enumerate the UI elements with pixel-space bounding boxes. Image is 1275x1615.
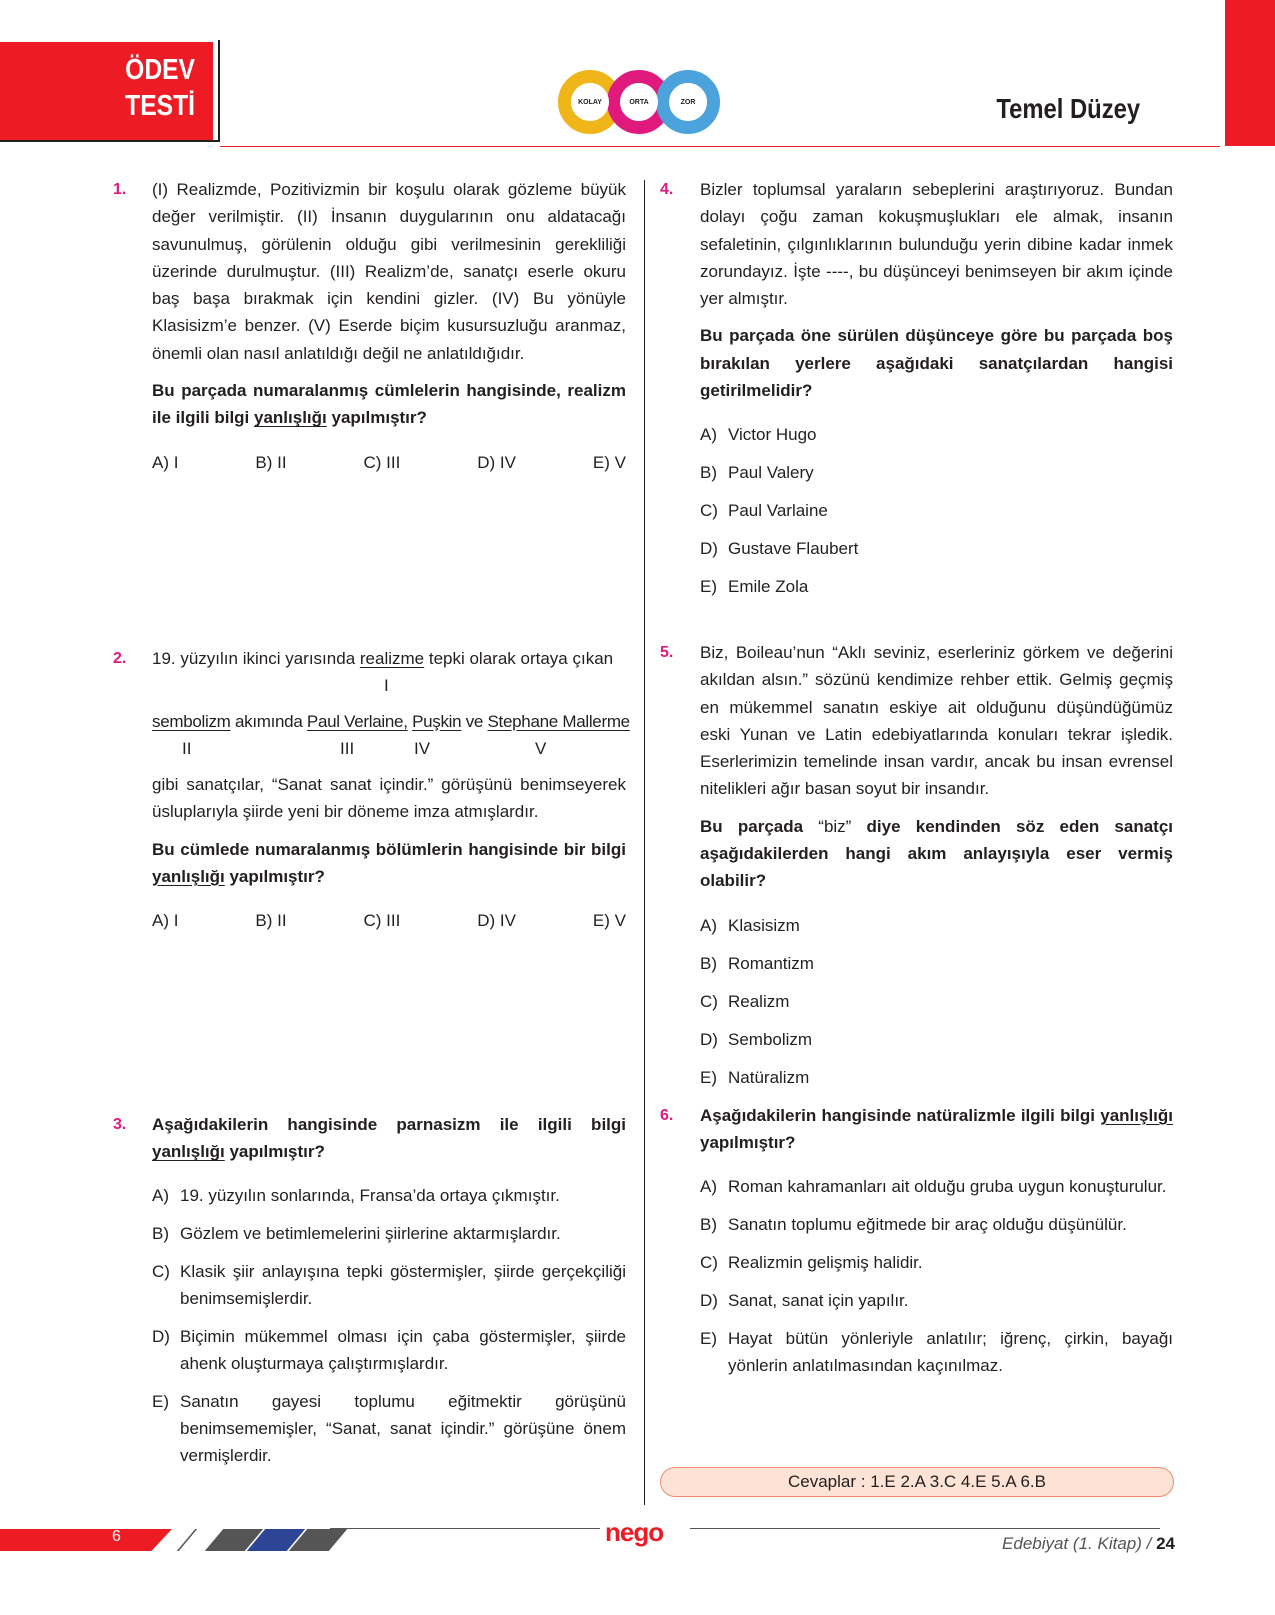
option-d[interactable]: D) IV (477, 911, 516, 931)
marker-iv: IV (414, 739, 431, 758)
question-number: 4. (660, 181, 674, 198)
question-prompt: Aşağıdakilerin hangisinde parnasizm ile ilgili bilgi yanlışlığı yapılmıştır? (152, 1115, 626, 1162)
question-prompt: Bu parçada “biz” diye kendinden söz eden sanatçı aşağıdakilerden hangi akım anlayışıyla eser vermiş olabilir? (700, 816, 1173, 891)
question-1 (113, 176, 626, 476)
book-page-number: 24 (1156, 1534, 1175, 1553)
question-passage: Bizler toplumsal yaraların sebeplerini araştırıyoruz. Bundan dolayı çoğu zaman kokuşmuşlukları ele almak, insanın sefaletinin, çılgınlıklarının bulunduğu yerin dibine kadar inmek zorundayız. İşte ----, bu düşünceyi benimseyen bir akım içinde yer almıştır. (700, 180, 1173, 309)
option-e[interactable]: E) Natüralizm (700, 1067, 810, 1087)
ring-label-kolay: KOLAY (571, 83, 609, 121)
page-number: 6 (112, 1528, 121, 1545)
option-a[interactable]: A) Victor Hugo (700, 425, 817, 445)
option-a[interactable]: A) I (152, 452, 179, 472)
option-b[interactable]: B) II (255, 452, 287, 472)
option-b[interactable]: B) Paul Valery (700, 463, 814, 483)
marker-v: V (535, 739, 547, 758)
question-number: 2. (113, 650, 127, 667)
marker-i: I (384, 676, 389, 695)
question-6 (660, 1102, 1173, 1379)
option-e[interactable]: E) V (592, 452, 626, 472)
title-line-1: ÖDEV (125, 54, 195, 86)
option-b[interactable]: B) Gözlem ve betimlemelerini şiirlerine aktarmışlardır. (152, 1223, 561, 1243)
passage-line-2: sembolizm akımında Paul Verlaine, Puşkin ve Stephane Mallerme (152, 712, 630, 731)
option-d[interactable]: D) Gustave Flaubert (700, 539, 859, 559)
footer-rule-right (690, 1528, 1160, 1529)
option-e[interactable]: E) Hayat bütün yönleriyle anlatılır; iğrenç, çirkin, bayağı yönlerin anlatılmasından kaçınılmaz. (700, 1328, 1173, 1375)
ring-label-zor: ZOR (669, 83, 707, 121)
options-row (152, 449, 626, 476)
passage-line-1: 19. yüzyılın ikinci yarısında realizme tepki olarak ortaya çıkan (152, 649, 614, 668)
option-a[interactable]: A) 19. yüzyılın sonlarında, Fransa’da ortaya çıkmıştır. (152, 1185, 560, 1205)
question-number: 3. (113, 1116, 127, 1133)
question-number: 5. (660, 644, 674, 661)
question-prompt: Bu parçada numaralanmış cümlelerin hangisinde, realizm ile ilgili bilgi yanlışlığı yapılmıştır? (152, 381, 626, 428)
footer-rule-left (330, 1528, 600, 1529)
option-a[interactable]: A) Roman kahramanları ait olduğu gruba uygun konuşturulur. (700, 1176, 1167, 1196)
options-list (700, 421, 1173, 600)
option-a[interactable]: A) I (152, 911, 179, 931)
option-b[interactable]: B) Romantizm (700, 953, 814, 973)
option-c[interactable]: C) III (363, 452, 401, 472)
header-corner-red (1225, 0, 1275, 146)
column-divider (644, 180, 645, 1505)
answer-key: Cevaplar : 1.E 2.A 3.C 4.E 5.A 6.B (660, 1467, 1174, 1497)
page-title (29, 52, 195, 124)
option-c[interactable]: C) Realizm (700, 991, 790, 1011)
option-c[interactable]: C) III (363, 911, 401, 931)
footer-red-bar (0, 1529, 172, 1551)
question-passage: gibi sanatçılar, “Sanat sanat içindir.” görüşünü benimseyerek üsluplarıyla şiirde yeni bir döneme imza atmışlardır. (152, 775, 626, 822)
option-c[interactable]: C) Paul Varlaine (700, 501, 828, 521)
title-line-2: TESTİ (125, 90, 195, 122)
option-d[interactable]: D) Biçimin mükemmel olması için çaba göstermişler, şiirde ahenk oluşturmaya çalıştırmışlardır. (152, 1326, 626, 1373)
difficulty-rings (558, 70, 723, 150)
question-prompt: Bu cümlede numaralanmış bölümlerin hangisinde bir bilgi yanlışlığı yapılmıştır? (152, 839, 626, 886)
question-3 (113, 1111, 626, 1469)
option-d[interactable]: D) Sanat, sanat için yapılır. (700, 1290, 909, 1310)
option-c[interactable]: C) Realizmin gelişmiş halidir. (700, 1252, 923, 1272)
option-e[interactable]: E) V (592, 911, 626, 931)
option-e[interactable]: E) Emile Zola (700, 577, 809, 597)
options-row (152, 907, 626, 934)
question-passage: Biz, Boileau’nun “Aklı seviniz, eserleriniz görkem ve değerini akıldan alsın.” sözünü kendimize rehber ettik. Gelmiş geçmiş en mükemmel sanatın eskiye ait olduğunu düşündüğümüz eski Yunan ve Latin edebiyatlarında konuları tekrar işledik. Eserlerimizin temelinde insan vardır, ancak bu insan evrensel nitelikleri ağır basan soyut bir insandır. (700, 643, 1173, 799)
options-list (700, 1173, 1173, 1379)
option-d[interactable]: D) IV (477, 452, 516, 472)
question-number: 1. (113, 181, 127, 198)
marker-ii: II (182, 739, 192, 758)
marker-iii: III (340, 739, 355, 758)
option-e[interactable]: E) Sanatın gayesi toplumu eğitmektir görüşünü benimsememişler, “Sanat, sanat içindir.” görüşüne önem vermişlerdir. (152, 1391, 626, 1465)
options-list (152, 1182, 626, 1469)
question-prompt: Aşağıdakilerin hangisinde natüralizmle ilgili bilgi yanlışlığı yapılmıştır? (700, 1106, 1173, 1153)
level-label: Temel Düzey (996, 93, 1140, 124)
question-number: 6. (660, 1107, 674, 1124)
option-d[interactable]: D) Sembolizm (700, 1029, 813, 1049)
option-a[interactable]: A) Klasisizm (700, 915, 800, 935)
question-passage: (I) Realizmde, Pozitivizmin bir koşulu olarak gözleme büyük değer verilmiştir. (II) İnsanın duygularının onu aldatacağı savunulmuş, görülenin olduğu gibi verilmesinin gerekliliği üzerinde durulmuştur. (III) Realizm’de, sanatçı eserle okuru baş başa bırakmak için kendini gizler. (IV) Bu yönüyle Klasisizm’e benzer. (V) Eserde biçim kusursuzluğu aranmaz, önemli olan nasıl anlatıldığı değil ne anlatıldığıdır. (152, 180, 626, 363)
question-prompt: Bu parçada öne sürülen düşünceye göre bu parçada boş bırakılan yerlere aşağıdaki sanatçılardan hangisi getirilmelidir? (700, 326, 1173, 401)
option-c[interactable]: C) Klasik şiir anlayışına tepki göstermişler, şiirde gerçekçiliği benimsemişlerdir. (152, 1261, 626, 1308)
footer-stripe-thin (177, 1529, 197, 1551)
question-4 (660, 176, 1173, 600)
option-b[interactable]: B) Sanatın toplumu eğitmede bir araç olduğu düşünülür. (700, 1214, 1127, 1234)
question-5 (660, 639, 1173, 1091)
publisher-logo: nego (605, 1517, 664, 1547)
option-b[interactable]: B) II (255, 911, 287, 931)
options-list (700, 912, 1173, 1091)
question-2 (113, 645, 630, 934)
book-title: Edebiyat (1. Kitap) / 24 (1002, 1534, 1175, 1553)
ring-label-orta: ORTA (620, 83, 658, 121)
